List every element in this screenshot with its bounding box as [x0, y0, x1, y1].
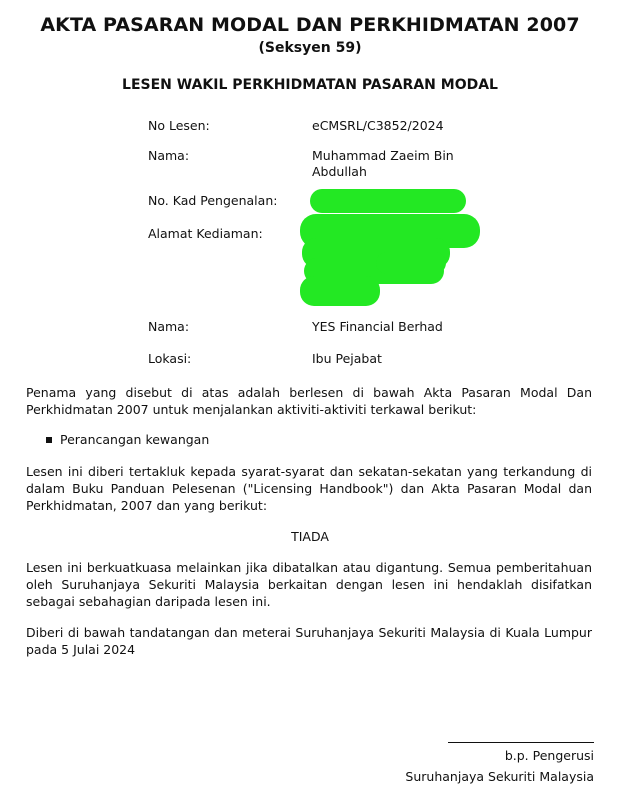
signature-organization: Suruhanjaya Sekuriti Malaysia	[405, 769, 594, 784]
paragraph-issued: Diberi di bawah tandatangan dan meterai Suruhanjaya Sekuriti Malaysia di Kuala Lumpur pada 5 Julai 2024	[26, 625, 592, 657]
document-subtitle: (Seksyen 59)	[258, 40, 362, 56]
bullet-square-icon	[46, 437, 52, 443]
employer-value: YES Financial Berhad	[312, 319, 443, 334]
name-value-line1: Muhammad Zaeim Bin	[312, 148, 454, 163]
signature-line	[448, 742, 594, 743]
address-label: Alamat Kediaman:	[148, 226, 263, 241]
paragraph-licensed-activities: Penama yang disebut di atas adalah berlesen di bawah Akta Pasaran Modal Dan Perkhidmatan 2007 untuk menjalankan aktiviti-aktiviti terkawal berikut:	[26, 385, 592, 417]
activity-list-item	[46, 432, 209, 448]
ic-no-label: No. Kad Pengenalan:	[148, 193, 278, 208]
location-value: Ibu Pejabat	[312, 351, 382, 366]
conditions-value: TIADA	[291, 529, 329, 544]
license-heading: LESEN WAKIL PERKHIDMATAN PASARAN MODAL	[122, 77, 498, 93]
name-label: Nama:	[148, 148, 190, 163]
name-value-line2: Abdullah	[312, 164, 367, 179]
document-title: AKTA PASARAN MODAL DAN PERKHIDMATAN 2007	[40, 14, 580, 36]
signature-title: b.p. Pengerusi	[504, 748, 594, 763]
license-no-value: eCMSRL/C3852/2024	[312, 118, 444, 133]
paragraph-conditions: Lesen ini diberi tertakluk kepada syarat-syarat dan sekatan-sekatan yang terkandung di dalam Buku Panduan Pelesenan ("Licensing Handbook") dan Akta Pasaran Modal dan Perkhidmatan, 2007 dan yang berikut:	[26, 464, 592, 513]
employer-label: Nama:	[148, 319, 190, 334]
paragraph-validity: Lesen ini berkuatkuasa melainkan jika dibatalkan atau digantung. Semua pemberitahuan oleh Suruhanjaya Sekuriti Malaysia berkaitan dengan lesen ini hendaklah disifatkan sebagai sebahagian daripada lesen ini.	[26, 560, 592, 609]
activity-label: Perancangan kewangan	[60, 432, 210, 447]
location-label: Lokasi:	[148, 351, 192, 366]
license-no-label: No Lesen:	[148, 118, 210, 133]
